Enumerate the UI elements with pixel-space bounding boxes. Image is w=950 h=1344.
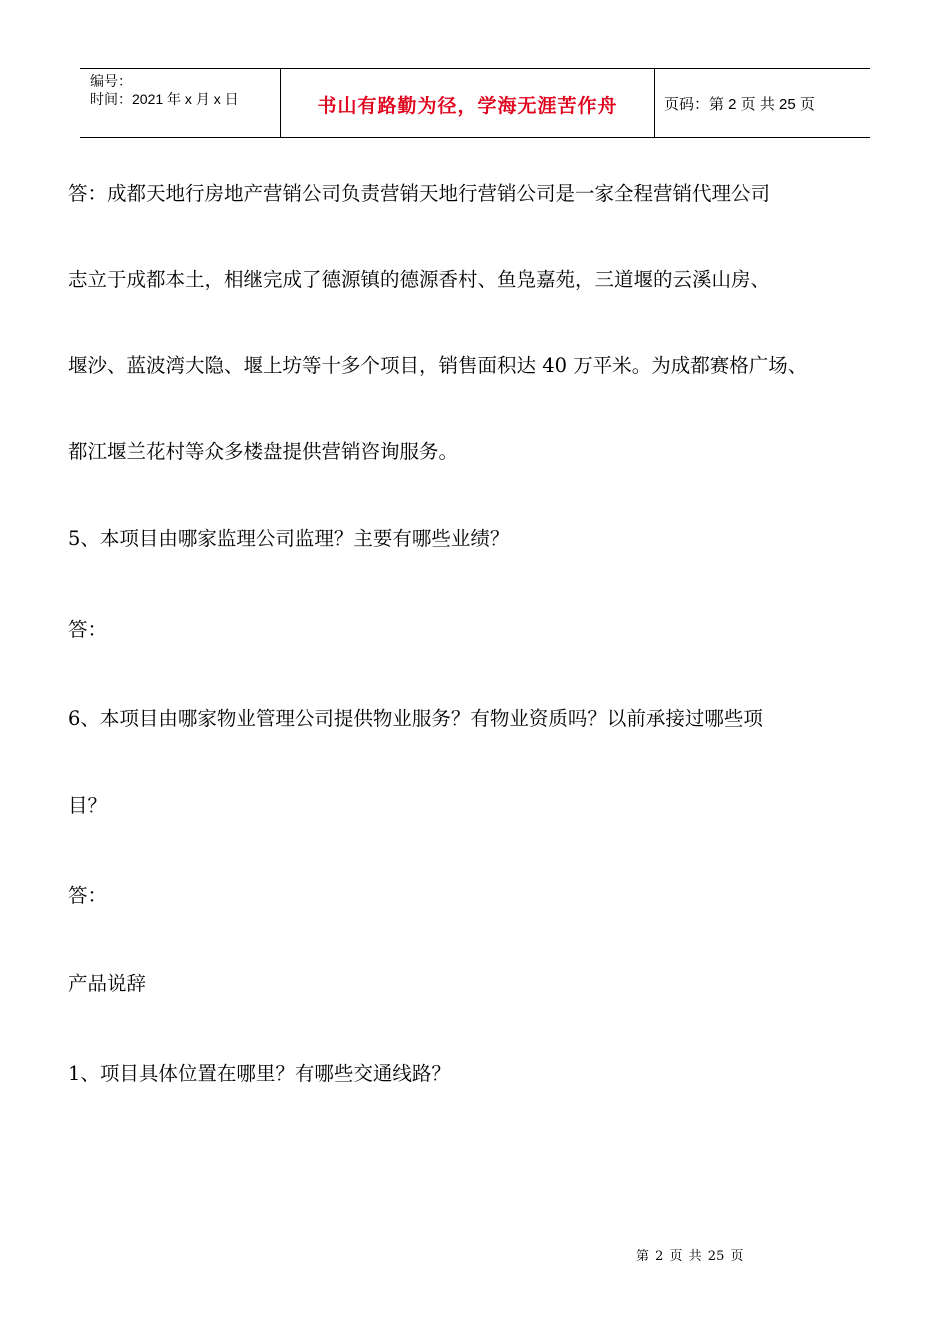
answer-4-line-3: 堰沙、蓝波湾大隐、堰上坊等十多个项目，销售面积达 40 万平米。为成都赛格广场、 (68, 354, 808, 377)
header-page-cell (654, 69, 870, 137)
header-page-info: 页码：第 2 页 共 25 页 (664, 96, 815, 113)
document-date: 时间：2021 年 x 月 x 日 (90, 91, 239, 107)
page-footer: 第 2 页 共 25 页 (636, 1249, 744, 1264)
header-meta-cell (80, 69, 280, 137)
product-question-1: 1、项目具体位置在哪里？有哪些交通线路？ (68, 1062, 451, 1085)
answer-4-line-1: 答：成都天地行房地产营销公司负责营销天地行营销公司是一家全程营销代理公司 (68, 182, 771, 205)
document-header (80, 68, 870, 138)
answer-4-line-4: 都江堰兰花村等众多楼盘提供营销咨询服务。 (68, 440, 459, 463)
answer-6: 答： (68, 884, 108, 907)
answer-4-line-2: 志立于成都本土，相继完成了德源镇的德源香村、鱼凫嘉苑，三道堰的云溪山房、 (68, 268, 771, 291)
question-5: 5、本项目由哪家监理公司监理？主要有哪些业绩？ (68, 527, 510, 550)
header-motto-cell (280, 69, 655, 137)
document-number-label: 编号： (90, 73, 132, 89)
section-title-product-pitch: 产品说辞 (68, 972, 147, 995)
header-motto: 书山有路勤为径，学海无涯苦作舟 (317, 96, 618, 117)
question-6-line-1: 6、本项目由哪家物业管理公司提供物业服务？有物业资质吗？以前承接过哪些项 (68, 707, 763, 730)
answer-5: 答： (68, 618, 108, 641)
question-6-line-2: 目？ (68, 794, 108, 817)
